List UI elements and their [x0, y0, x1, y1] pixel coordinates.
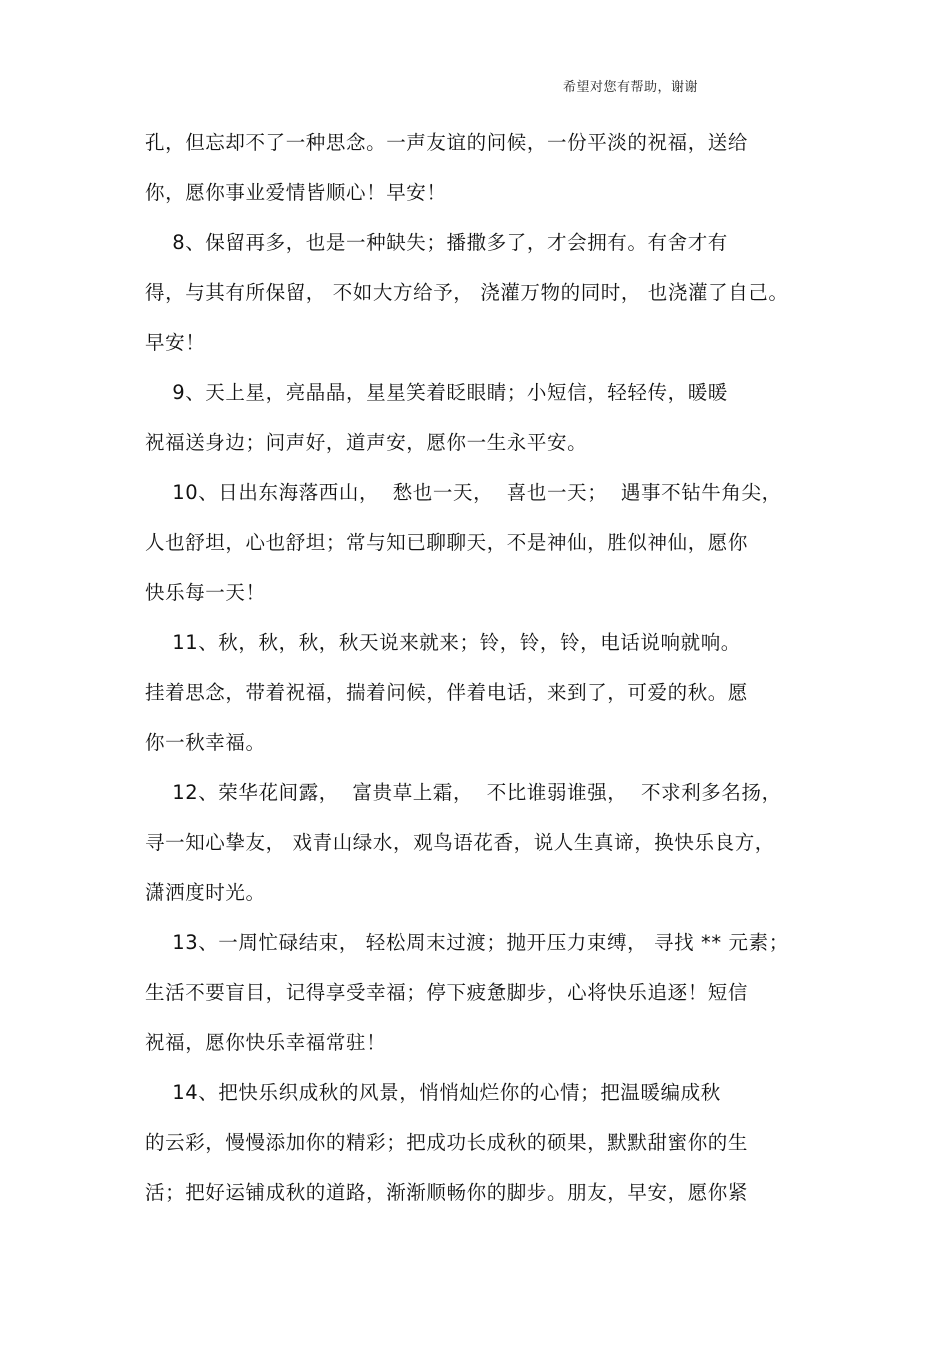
text-line: 孔，但忘却不了一种思念。一声友谊的问候，一份平淡的祝福，送给 [145, 131, 749, 154]
text-line: 早安！ [145, 331, 206, 354]
text-line: 9、天上星，亮晶晶，星星笑着眨眼睛；小短信，轻轻传，暖暖 [145, 381, 728, 404]
text-line: 你，愿你事业爱情皆顺心！早安！ [145, 181, 447, 204]
text-line: 快乐每一天！ [145, 581, 266, 604]
text-line: 11、秋，秋，秋，秋天说来就来；铃，铃，铃，电话说响就响。 [145, 631, 741, 654]
page-header-note: 希望对您有帮助，谢谢 [563, 80, 699, 95]
text-line: 挂着思念，带着祝福，揣着问候，伴着电话，来到了，可爱的秋。愿 [145, 681, 749, 704]
text-line: 生活不要盲目，记得享受幸福；停下疲惫脚步，心将快乐追逐！短信 [145, 981, 749, 1004]
text-line: 12、荣华花间露， 富贵草上霜， 不比谁弱谁强， 不求利多名扬， [145, 781, 782, 804]
text-line: 祝福送身边；问声好，道声安，愿你一生永平安。 [145, 431, 588, 454]
text-line: 寻一知心挚友， 戏青山绿水，观鸟语花香，说人生真谛，换快乐良方， [145, 831, 775, 854]
text-line: 得，与其有所保留， 不如大方给予， 浇灌万物的同时， 也浇灌了自己。 [145, 281, 789, 304]
text-line: 8、保留再多，也是一种缺失；播撒多了，才会拥有。有舍才有 [145, 231, 728, 254]
text-line: 潇洒度时光。 [145, 881, 266, 904]
text-line: 的云彩，慢慢添加你的精彩；把成功长成秋的硕果，默默甜蜜你的生 [145, 1131, 749, 1154]
text-line: 你一秋幸福。 [145, 731, 266, 754]
text-line: 人也舒坦，心也舒坦；常与知已聊聊天，不是神仙，胜似神仙，愿你 [145, 531, 749, 554]
text-line: 祝福，愿你快乐幸福常驻！ [145, 1031, 387, 1054]
text-line: 13、一周忙碌结束， 轻松周末过渡；抛开压力束缚， 寻找 ** 元素； [145, 931, 789, 954]
text-line: 活；把好运铺成秋的道路，渐渐顺畅你的脚步。朋友，早安，愿你紧 [145, 1181, 749, 1204]
text-line: 10、日出东海落西山， 愁也一天， 喜也一天； 遇事不钻牛角尖， [145, 481, 782, 504]
text-line: 14、把快乐织成秋的风景，悄悄灿烂你的心情；把温暖编成秋 [145, 1081, 721, 1104]
